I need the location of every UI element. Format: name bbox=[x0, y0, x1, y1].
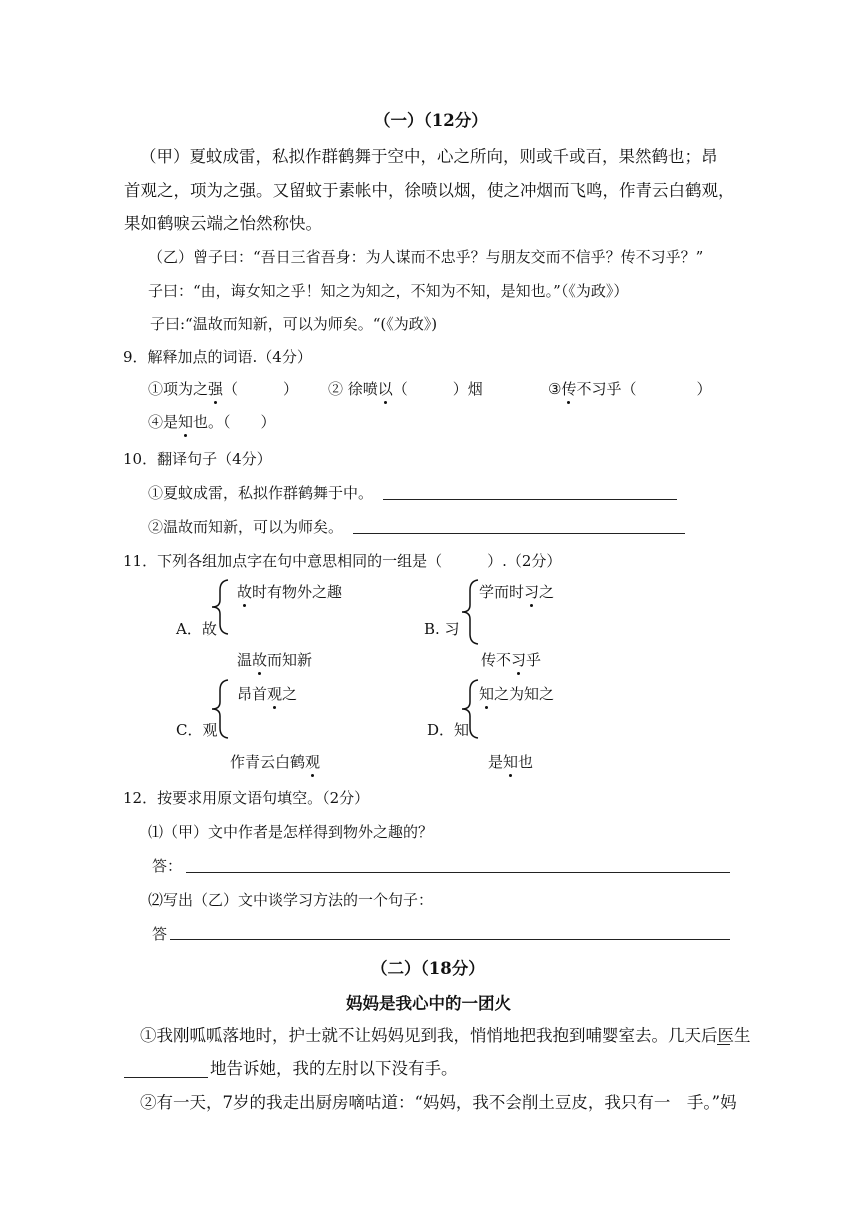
q9-item-2-dotted-word: 以 bbox=[377, 380, 393, 398]
passage-jia-line-1: （甲）夏蚊成雷，私拟作群鹤舞于空中，心之所向，则或千或百，果然鹤也；昂 bbox=[140, 147, 718, 166]
passage-yi-line-1: （乙）曾子曰：“吾日三省吾身：为人谋而不忠乎？与朋友交而不信乎？传不习乎？” bbox=[148, 248, 704, 266]
q12-prompt-2: ⑵写出（乙）文中谈学习方法的一个句子： bbox=[148, 891, 434, 909]
option-c-sentence-2: 作青云白鹤观 bbox=[230, 753, 321, 771]
section2-para1-blank-part-1 bbox=[717, 1044, 730, 1045]
q9-item-3-text: ③ bbox=[548, 380, 562, 398]
q10-title: 10．翻译句子（4分） bbox=[123, 450, 272, 468]
option-d-sentence-2: 是知也 bbox=[488, 753, 534, 771]
q9-item-2 bbox=[328, 379, 483, 399]
q10-sentence-1: ①夏蚊成雷，私拟作群鹤舞于中。 bbox=[148, 484, 374, 502]
section2-para2-line-1: ②有一天，7岁的我走出厨房嘀咕道：“妈妈，我不会削土豆皮，我只有一 手。”妈 bbox=[140, 1093, 737, 1112]
option-a-dotted-word-1: 故 bbox=[237, 583, 253, 601]
section2-para1-line-1: ①我刚呱呱落地时，护士就不让妈妈见到我，悄悄地把我抱到哺婴室去。几天后医生 bbox=[140, 1026, 751, 1045]
option-c-dotted-word-2: 观 bbox=[305, 753, 321, 771]
option-b-label: B. 习 bbox=[424, 620, 460, 638]
option-c-sentence-1: 昂首观之 bbox=[237, 685, 298, 703]
option-b-dotted-word-1: 习 bbox=[524, 583, 540, 601]
q9-item-2-blank: （ ）烟 bbox=[392, 380, 483, 398]
q9-item-1-dotted-word: 强 bbox=[208, 380, 224, 398]
q9-item-2-text: ② 徐喷 bbox=[328, 380, 378, 398]
q12-answer-2-label: 答 bbox=[152, 925, 168, 943]
q9-item-1 bbox=[148, 379, 298, 399]
option-a-sentence-2: 温故而知新 bbox=[237, 651, 313, 669]
q9-item-3-dotted-word: 传 bbox=[561, 380, 577, 398]
q12-prompt-1: ⑴（甲）文中作者是怎样得到物外之趣的？ bbox=[148, 823, 434, 841]
section2-para1-line-2: 地告诉她，我的左肘以下没有手。 bbox=[210, 1059, 458, 1078]
passage-yi-line-2: 子曰：“由，诲女知之乎！知之为知之，不知为不知，是知也。”（《为政》） bbox=[148, 282, 629, 300]
q12-answer-1-label: 答： bbox=[152, 857, 183, 875]
section2-title: 妈妈是我心中的一团火 bbox=[346, 994, 511, 1013]
q12-answer-line-1 bbox=[186, 872, 730, 873]
option-b-dotted-word-2: 习 bbox=[511, 651, 527, 669]
q9-title: 9．解释加点的词语.（4分） bbox=[123, 348, 312, 366]
q9-item-4-dotted-word: 知 bbox=[178, 413, 194, 431]
section1-heading: （一）（12分） bbox=[374, 111, 488, 130]
option-a-label: A．故 bbox=[176, 620, 217, 638]
q9-item-3 bbox=[548, 379, 711, 399]
option-d-sentence-1: 知之为知之 bbox=[479, 685, 555, 703]
section2-heading: （二）（18分） bbox=[371, 959, 485, 978]
passage-jia-line-2: 首观之，项为之强。又留蚊于素帐中，徐喷以烟，使之冲烟而飞鸣，作青云白鹤观， bbox=[124, 181, 735, 200]
option-d-dotted-word-2: 知 bbox=[503, 753, 519, 771]
q12-answer-line-2 bbox=[170, 939, 730, 940]
q10-answer-line-1 bbox=[383, 499, 677, 500]
option-c-label: C．观 bbox=[176, 721, 218, 739]
option-d-label: D．知 bbox=[427, 721, 470, 739]
option-a-dotted-word-2: 故 bbox=[252, 651, 268, 669]
q10-answer-line-2 bbox=[353, 533, 685, 534]
passage-yi-line-3: 子曰:“温故而知新，可以为师矣。“(《为政》) bbox=[150, 315, 438, 333]
q11-title: 11．下列各组加点字在句中意思相同的一组是（ ）.（2分） bbox=[123, 552, 562, 570]
q9-item-3-blank: 不习乎（ ） bbox=[576, 380, 712, 398]
passage-jia-line-3: 果如鹤唳云端之怡然称快。 bbox=[124, 214, 322, 233]
option-b-sentence-1: 学而时习之 bbox=[479, 583, 555, 601]
q10-sentence-2: ②温故而知新，可以为师矣。 bbox=[148, 518, 344, 536]
option-d-dotted-word-1: 知 bbox=[479, 685, 495, 703]
section2-para1-blank-part-2 bbox=[124, 1077, 208, 1078]
q9-item-1-text: ①项为之 bbox=[148, 380, 209, 398]
option-a-sentence-1: 故时有物外之趣 bbox=[237, 583, 343, 601]
q12-title: 12．按要求用原文语句填空。（2分） bbox=[123, 789, 370, 807]
option-b-sentence-2: 传不习乎 bbox=[481, 651, 542, 669]
q9-item-4 bbox=[148, 412, 276, 432]
q9-item-4-blank: 也。（ ） bbox=[193, 413, 276, 431]
option-c-dotted-word-1: 观 bbox=[267, 685, 283, 703]
q9-item-1-blank: （ ） bbox=[223, 380, 299, 398]
q9-item-4-text: ④是 bbox=[148, 413, 179, 431]
